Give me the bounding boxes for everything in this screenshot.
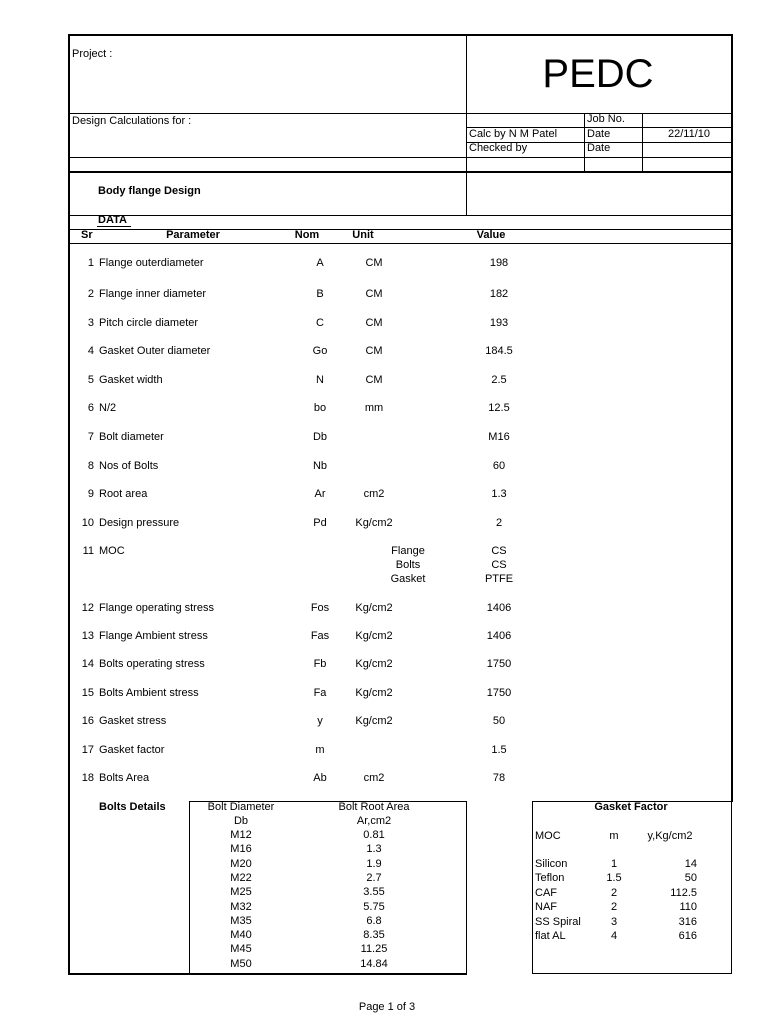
row-nom: Db	[312, 431, 328, 443]
row-nom: Ar	[314, 488, 326, 500]
frame-top-border	[68, 34, 733, 36]
row-value: 1.3	[491, 488, 507, 500]
gasket-moc: Silicon	[535, 858, 568, 870]
moc-material: PTFE	[484, 573, 514, 585]
row-sr: 2	[87, 288, 94, 300]
gasket-table-right	[731, 801, 732, 974]
row-parameter: Gasket Outer diameter	[99, 345, 211, 357]
row-parameter: Flange outerdiameter	[99, 257, 204, 269]
row-sr: 11	[82, 545, 94, 557]
gasket-moc: SS Spiral	[535, 915, 581, 928]
bolt-diameter: M32	[230, 900, 252, 913]
header-line-5	[69, 171, 732, 173]
col-unit: Unit	[352, 229, 374, 241]
row-nom: Fos	[310, 602, 330, 614]
gasket-y: 316	[678, 915, 697, 928]
moc-part: Gasket	[390, 573, 426, 585]
header-line-4	[69, 157, 732, 158]
gasket-m: 4	[610, 930, 618, 942]
row-value: 1.5	[491, 744, 507, 756]
header-line-1	[69, 113, 732, 114]
gasket-m: 1	[610, 858, 618, 870]
bottom-border	[68, 973, 467, 975]
bolts-col-diameter: Bolt Diameter	[207, 801, 275, 813]
row-value: 182	[489, 288, 509, 300]
row-nom: Fas	[310, 630, 330, 642]
date-label-2: Date	[587, 142, 611, 154]
page-number: Page 1 of 3	[358, 1001, 416, 1013]
row-unit: CM	[365, 374, 383, 386]
row-value: 1750	[486, 658, 512, 670]
row-parameter: Flange Ambient stress	[99, 630, 208, 642]
data-label: DATA	[98, 214, 127, 226]
row-nom: bo	[313, 402, 327, 414]
frame-right-border	[731, 34, 733, 802]
bolts-col-area: Bolt Root Area	[338, 801, 410, 813]
bolts-col-diameter-sub: Db	[233, 815, 249, 827]
bolt-root-area: 8.35	[363, 929, 385, 942]
row-unit: Kg/cm2	[355, 658, 393, 670]
row-sr: 7	[87, 431, 94, 443]
col-head-bottom-line	[69, 243, 732, 244]
row-value: 12.5	[488, 402, 510, 414]
bolt-root-area: 3.55	[363, 886, 385, 899]
gasket-m: 2	[610, 901, 618, 914]
bolt-diameter: M12	[230, 829, 252, 841]
row-nom: m	[315, 744, 325, 756]
row-parameter: Gasket stress	[99, 715, 167, 727]
bolts-table-right	[466, 801, 467, 974]
bolt-diameter: M20	[230, 857, 252, 870]
row-sr: 3	[87, 317, 94, 329]
gasket-y: 112.5	[670, 886, 697, 899]
row-unit: Kg/cm2	[355, 517, 393, 529]
row-parameter: Flange operating stress	[99, 602, 214, 614]
bolt-root-area: 1.9	[366, 857, 382, 870]
row-value: 2.5	[491, 374, 507, 386]
row-sr: 17	[81, 744, 94, 756]
bolt-diameter: M22	[230, 871, 252, 884]
section-line	[69, 215, 732, 216]
bolt-diameter: M40	[230, 929, 252, 942]
row-nom: Fb	[313, 658, 327, 670]
bolt-root-area: 6.8	[366, 914, 382, 927]
row-parameter: Bolts Area	[99, 772, 150, 784]
row-value: 78	[492, 772, 506, 784]
gasket-y: 616	[678, 930, 697, 942]
moc-material: CS	[491, 559, 507, 571]
row-sr: 18	[81, 772, 94, 784]
row-unit: CM	[365, 288, 383, 300]
moc-part: Bolts	[395, 559, 421, 571]
gasket-moc: CAF	[535, 886, 557, 899]
row-nom: Fa	[313, 687, 327, 699]
row-parameter: N/2	[99, 402, 117, 414]
row-unit: cm2	[363, 772, 385, 784]
bolt-root-area: 0.81	[363, 829, 385, 841]
moc-part: Flange	[391, 545, 425, 557]
row-nom: A	[316, 257, 324, 269]
gasket-y: 110	[679, 901, 697, 914]
gasket-table-left	[532, 801, 533, 974]
gasket-m: 1.5	[606, 872, 622, 885]
row-value: 50	[492, 715, 506, 727]
bolt-diameter: M35	[230, 914, 252, 927]
row-nom: B	[316, 288, 324, 300]
gasket-factor-title: Gasket Factor	[594, 801, 668, 813]
row-value: 1406	[486, 630, 512, 642]
row-nom: N	[316, 374, 324, 386]
row-unit: CM	[365, 345, 383, 357]
gasket-moc: Teflon	[535, 872, 565, 885]
gasket-col-y: y,Kg/cm2	[647, 830, 693, 842]
bolt-diameter: M25	[230, 886, 252, 899]
gasket-m: 3	[610, 915, 618, 928]
gasket-moc: NAF	[535, 901, 557, 914]
col-nom: Nom	[294, 229, 320, 241]
header-divider	[466, 35, 467, 215]
bolt-root-area: 11.25	[360, 943, 388, 956]
bolts-table-left	[189, 801, 190, 974]
bolt-root-area: 5.75	[363, 900, 385, 913]
moc-material: CS	[491, 545, 507, 557]
row-value: 184.5	[485, 345, 513, 357]
row-value: 198	[489, 257, 509, 269]
row-unit: cm2	[363, 488, 385, 500]
design-calc-label: Design Calculations for :	[72, 115, 192, 127]
row-sr: 5	[87, 374, 94, 386]
job-no-label: Job No.	[587, 113, 625, 125]
row-nom: Pd	[313, 517, 327, 529]
row-value: 2	[495, 517, 503, 529]
row-unit: Kg/cm2	[355, 715, 393, 727]
row-nom: y	[317, 715, 323, 727]
row-unit: CM	[365, 317, 383, 329]
row-parameter: Flange inner diameter	[99, 288, 207, 300]
row-value: M16	[488, 431, 510, 443]
calc-by: Calc by N M Patel	[469, 128, 558, 140]
row-nom: Nb	[312, 460, 328, 472]
date-value: 22/11/10	[667, 128, 710, 140]
gasket-m: 2	[610, 886, 618, 899]
row-parameter: Bolts operating stress	[99, 658, 205, 670]
bolt-diameter: M50	[230, 957, 252, 970]
gasket-table-bottom	[532, 973, 732, 974]
row-unit: Kg/cm2	[355, 687, 393, 699]
row-parameter: Root area	[99, 488, 148, 500]
row-parameter: Gasket width	[99, 374, 163, 386]
date-label: Date	[587, 128, 611, 140]
row-sr: 8	[87, 460, 94, 472]
row-nom: C	[316, 317, 324, 329]
section-title: Body flange Design	[98, 185, 201, 197]
gasket-y: 14	[684, 858, 697, 870]
row-parameter: Gasket factor	[99, 744, 165, 756]
row-value: 60	[492, 460, 506, 472]
row-unit: mm	[364, 402, 384, 414]
row-parameter: Nos of Bolts	[99, 460, 159, 472]
row-sr: 16	[81, 715, 94, 727]
col-parameter: Parameter	[166, 229, 220, 241]
bolts-details-title: Bolts Details	[99, 801, 166, 813]
row-unit: Kg/cm2	[355, 630, 393, 642]
row-parameter: Bolt diameter	[99, 431, 164, 443]
gasket-col-m: m	[609, 830, 619, 842]
bolt-root-area: 14.84	[360, 957, 388, 970]
col-value: Value	[476, 229, 506, 241]
row-sr: 6	[87, 402, 94, 414]
row-parameter: Bolts Ambient stress	[99, 687, 199, 699]
checked-by: Checked by	[469, 142, 528, 154]
company-logo: PEDC	[542, 52, 654, 96]
gasket-moc: flat AL	[535, 930, 566, 942]
row-unit: Kg/cm2	[355, 602, 393, 614]
row-value: 1750	[486, 687, 512, 699]
row-sr: 10	[81, 517, 94, 529]
row-sr: 15	[81, 687, 94, 699]
col-sr: Sr	[81, 229, 93, 241]
row-sr: 4	[87, 345, 94, 357]
frame-left-border	[68, 34, 70, 975]
row-sr: 9	[87, 488, 94, 500]
row-unit: CM	[365, 257, 383, 269]
row-sr: 1	[87, 257, 94, 269]
gasket-y: 50	[684, 872, 697, 885]
gasket-col-moc: MOC	[535, 830, 561, 842]
row-nom: Go	[312, 345, 328, 357]
row-value: 1406	[486, 602, 512, 614]
row-parameter: Pitch circle diameter	[99, 317, 199, 329]
bolt-root-area: 1.3	[366, 843, 382, 856]
project-label: Project :	[72, 48, 113, 60]
row-value: 193	[489, 317, 509, 329]
row-sr: 12	[81, 602, 94, 614]
row-sr: 13	[81, 630, 94, 642]
bolt-diameter: M16	[230, 843, 252, 856]
row-parameter: Design pressure	[99, 517, 180, 529]
row-nom: Ab	[313, 772, 327, 784]
row-sr: 14	[81, 658, 94, 670]
bolt-diameter: M45	[230, 943, 252, 956]
bolts-col-area-sub: Ar,cm2	[356, 815, 392, 827]
bolt-root-area: 2.7	[366, 871, 382, 884]
row-parameter: MOC	[99, 545, 125, 557]
